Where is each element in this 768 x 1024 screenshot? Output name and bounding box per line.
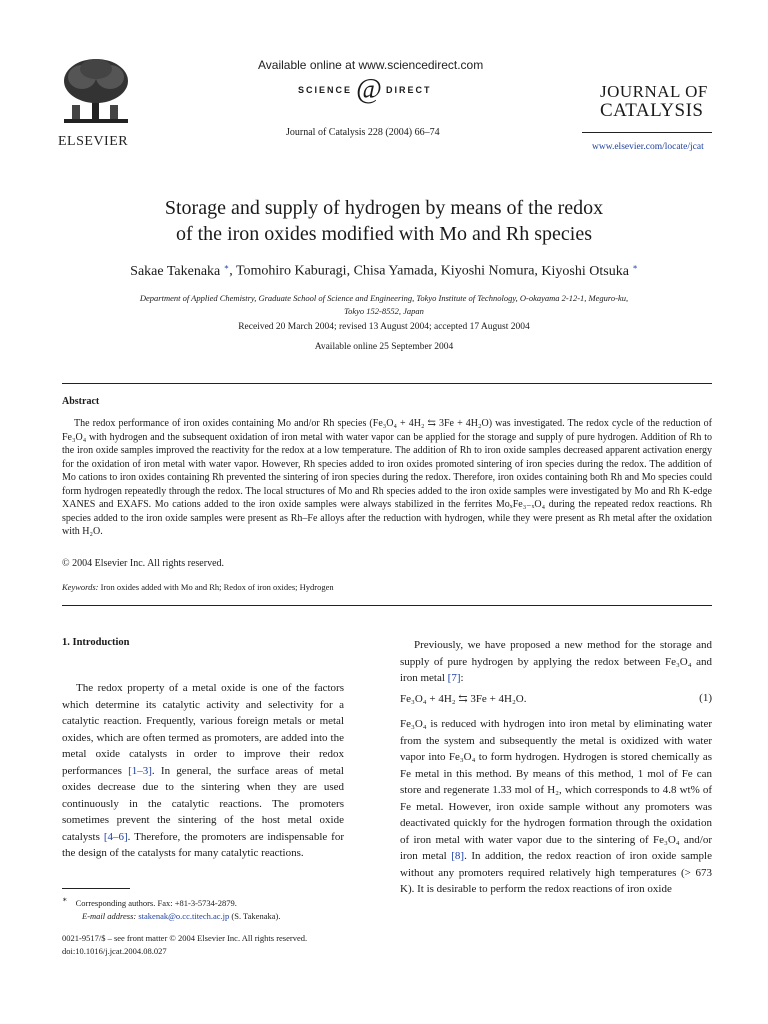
equation-1: [400, 692, 712, 705]
journal-title: [600, 82, 708, 122]
citation-link[interactable]: [1–3]: [128, 764, 152, 777]
elsevier-logo: [58, 55, 134, 147]
equation-number: (1): [699, 692, 712, 704]
citation-link[interactable]: [7]: [447, 672, 461, 684]
affiliation-line1: Department of Applied Chemistry, Graduate School of Science and Engineering, Tokyo Institute of Technology, O-okayama 2-12-1, Meguro-ku,: [139, 293, 629, 303]
affiliation-line2: Tokyo 152-8552, Japan: [344, 306, 424, 316]
sciencedirect-at-icon: @: [356, 74, 382, 105]
author: Kiyoshi Nomura: [440, 263, 535, 279]
footnote: [62, 893, 352, 923]
journal-url-link[interactable]: www.elsevier.com/locate/jcat: [592, 142, 704, 152]
section-heading-introduction: 1. Introduction: [62, 637, 130, 648]
footnote-mark: ∗: [62, 895, 68, 904]
journal-title-line2: CATALYSIS: [600, 100, 704, 121]
right-paragraph-2: Fe₃O₄ is reduced with hydrogen into iron metal by eliminating water from the system and subsequently the metal is oxidized with water vapor into Fe₃O₄ to form hydrogen. Hydrogen is stored chemically as Fe metal in this method. By means of this method, 1 mol of Fe can store and regenerate 1.33 mol of H₂, which corresponds to 4.8 wt% of Fe metal. However, iron oxide sample without any promoters was deactivated quickly for the hydrogen formation through the oxidation of iron metal with water vapor due to the sintering of Fe₃O₄ and/or iron metal [8]. In addition, the redox reaction of iron oxide sample without any promoters required relatively high temperatures (> 673 K). It is desirable to perform the redox reactions of iron oxide: [400, 718, 712, 895]
author: Tomohiro Kaburagi: [235, 263, 347, 279]
elsevier-tree-icon: [58, 55, 134, 129]
abstract-equation: Fe₃O₄ + 4H₂ ⇆ 3Fe + 4H₂O: [372, 418, 489, 429]
abstract-heading: Abstract: [62, 396, 100, 407]
keywords: [62, 582, 334, 592]
article-title-line2: of the iron oxides modified with Mo and Rh species: [175, 223, 593, 245]
issn-line: 0021-9517/$ – see front matter © 2004 Elsevier Inc. All rights reserved.: [62, 933, 308, 943]
footnote-rule: [62, 888, 130, 889]
science-text: SCIENCE: [298, 85, 353, 95]
footnote-corresponding: Corresponding authors. Fax: +81-3-5734-2879.: [75, 897, 237, 908]
abstract-body: The redox performance of iron oxides containing Mo and/or Rh species (Fe₃O₄ + 4H₂ ⇆ 3Fe + 4H₂O) was investigated. The redox cycle of the reduction of Fe₃O₄ with hydrogen and the subsequent oxidation of iron metal with water vapor can be applied for the storage and supply of pure hydrogen. Addition of Rh to the iron oxide samples improved the reactivity for the redox at a low temperature. The addition of Rh to iron oxide samples decreased apparent activation energy for the oxidation of iron metal with water vapor. However, Rh species added to iron oxides promoted sintering of iron species during the redox. The addition of Mo cations to iron oxides containing Rh prevented the sintering of iron species during the redox. Therefore, iron oxides containing both Rh and Mo species could form hydrogen repeatedly through the redox. The local structures of Mo and Rh species added to the iron oxide samples were investigated by Mo and Rh K-edge XANES and EXAFS. Mo cations added to the iron oxide samples were always stabilized in the ferrites MoₓFe₃₋ₓO₄ during the repeated redox reactions. Rh species added to the iron oxide samples were present as Rh–Fe alloys after the reduction with hydrogen, while they were present as Rh metal after the oxidation with H₂O.: [62, 418, 712, 537]
author: Sakae Takenaka ∗: [130, 262, 230, 279]
email-link[interactable]: stakenak@o.cc.titech.ac.jp: [138, 910, 230, 921]
affiliation: [0, 292, 768, 318]
available-online-text: Available online at www.sciencedirect.com: [258, 58, 484, 72]
sciencedirect-logo: [298, 74, 448, 108]
author-list: Sakae Takenaka ∗, Tomohiro Kaburagi, Chisa Yamada, Kiyoshi Nomura, Kiyoshi Otsuka ∗: [130, 262, 638, 279]
introduction-paragraph: The redox property of a metal oxide is one of the factors which determine its catalytic activity and selectivity for a catalytic reaction. Frequently, various foreign metals or metal oxides, which are often termed as promoters, are added into the metal oxide catalysts in order to improve their redox performances [1–3]. In general, the surface areas of metal oxides decrease due to the sintering when they are used continuously in the catalytic reactions. The promoters sometimes prevent the sintering of the host metal oxide catalysts [4–6]. Therefore, the promoters are indispensable for the design of the catalysts for many catalytic reactions.: [62, 682, 344, 859]
email-label: E-mail address:: [82, 910, 137, 921]
abstract-top-rule: [62, 383, 712, 384]
article-title-line1: Storage and supply of hydrogen by means of the redox: [164, 197, 604, 219]
journal-title-line1: JOURNAL OF: [600, 82, 708, 101]
article-title: [0, 195, 768, 247]
journal-title-rule: [582, 132, 712, 133]
available-online-date: Available online 25 September 2004: [314, 342, 454, 352]
keywords-value: Iron oxides added with Mo and Rh; Redox of iron oxides; Hydrogen: [100, 582, 334, 592]
author: Kiyoshi Otsuka ∗: [541, 262, 638, 279]
author: Chisa Yamada: [353, 263, 434, 279]
email-suffix: (S. Takenaka).: [231, 910, 281, 921]
right-paragraph-1: Previously, we have proposed a new method for the storage and supply of pure hydrogen by applying the redox between Fe₃O₄ and iron metal [7]:: [400, 639, 712, 684]
page-footer: [62, 932, 307, 958]
doi-line: doi:10.1016/j.jcat.2004.08.027: [62, 946, 167, 956]
citation-link[interactable]: [8]: [451, 850, 465, 862]
keywords-label: Keywords:: [62, 582, 99, 592]
publisher-name: ELSEVIER: [58, 134, 129, 149]
abstract-copyright: © 2004 Elsevier Inc. All rights reserved.: [62, 558, 225, 569]
journal-reference: Journal of Catalysis 228 (2004) 66–74: [286, 127, 440, 138]
equation-text: Fe₃O₄ + 4H₂ ⇆ 3Fe + 4H₂O.: [400, 693, 527, 705]
abstract-bottom-rule: [62, 605, 712, 606]
citation-link[interactable]: [4–6]: [103, 830, 128, 843]
received-dates: Received 20 March 2004; revised 13 August 2004; accepted 17 August 2004: [238, 322, 530, 332]
direct-text: DIRECT: [386, 85, 432, 95]
